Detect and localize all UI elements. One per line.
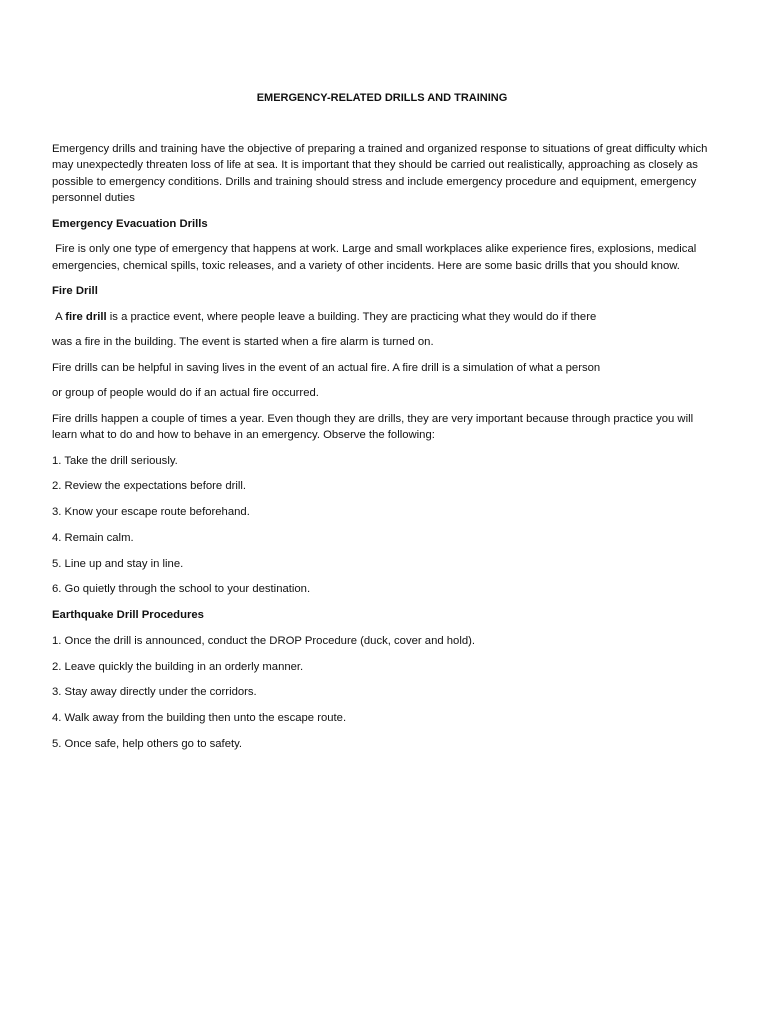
fire-drill-term: fire drill (65, 310, 107, 323)
list-item: 2. Review the expectations before drill. (52, 480, 247, 493)
list-item: 1. Take the drill seriously. (52, 454, 178, 467)
document-body (52, 90, 712, 762)
list-item: 6. Go quietly through the school to your destination. (52, 583, 311, 596)
document-title: EMERGENCY-RELATED DRILLS AND TRAINING (256, 92, 508, 104)
fire-drill-list (52, 453, 712, 598)
fire-drill-paragraph-4: or group of people would do if an actual fire occurred. (52, 387, 319, 399)
fire-drill-paragraph-3: Fire drills can be helpful in saving lives in the event of an actual fire. A fire drill is a simulation of what a person (52, 361, 601, 374)
list-item: 5. Once safe, help others go to safety. (52, 737, 243, 750)
list-item: 4. Walk away from the building then unto the escape route. (52, 712, 347, 725)
list-item: 1. Once the drill is announced, conduct the DROP Procedure (duck, cover and hold). (52, 634, 476, 647)
fire-drill-p1-suffix: is a practice event, where people leave a building. They are practicing what they would do if there (106, 310, 597, 323)
list-item: 3. Know your escape route beforehand. (52, 506, 250, 519)
fire-drill-paragraph-5: Fire drills happen a couple of times a year. Even though they are drills, they are very important because through practice you will learn what to do and how to behave in an emergency. Observe the following: (52, 412, 694, 441)
earthquake-list (52, 633, 712, 753)
fire-drill-p1-prefix: A (52, 310, 66, 323)
list-item: 2. Leave quickly the building in an orderly manner. (52, 660, 304, 673)
fire-drill-paragraph-2: was a fire in the building. The event is started when a fire alarm is turned on. (52, 336, 434, 348)
intro-paragraph: Emergency drills and training have the objective of preparing a trained and organized response to situations of great difficulty which may unexpectedly threaten loss of life at sea. It is important that they should be carried out realistically, approaching as closely as possible to emergency conditions. Drills and training should stress and include emergency procedure and equipment, emergency personnel duties (52, 142, 708, 204)
list-item: 5. Line up and stay in line. (52, 557, 184, 570)
evacuation-heading: Emergency Evacuation Drills (52, 217, 208, 230)
fire-drill-heading: Fire Drill (52, 285, 98, 297)
earthquake-heading: Earthquake Drill Procedures (52, 609, 204, 622)
evacuation-paragraph: Fire is only one type of emergency that happens at work. Large and small workplaces alike experience fires, explosions, medical emergencies, chemical spills, toxic releases, and a variety of other incidents. Here are some basic drills that you should know. (52, 243, 700, 272)
fire-drill-paragraph-1 (52, 309, 712, 326)
list-item: 3. Stay away directly under the corridors. (52, 686, 257, 699)
list-item: 4. Remain calm. (52, 531, 134, 544)
